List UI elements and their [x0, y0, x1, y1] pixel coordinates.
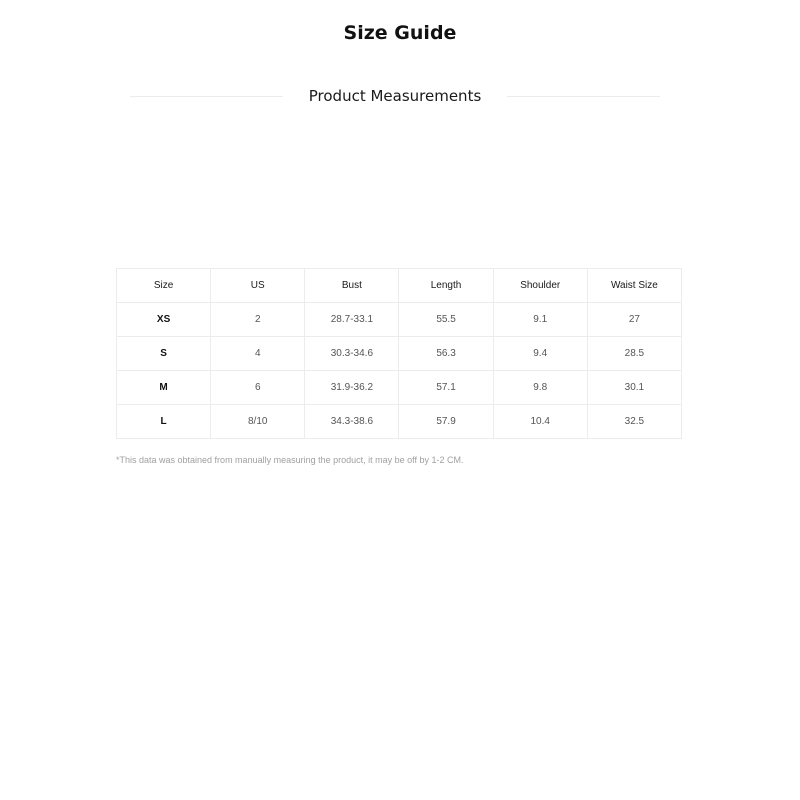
size-cell: M — [117, 371, 211, 405]
bust-cell: 30.3-34.6 — [305, 337, 399, 371]
shoulder-cell: 10.4 — [493, 405, 587, 439]
section-divider-left — [130, 96, 283, 97]
table-row — [117, 303, 682, 337]
bust-cell: 34.3-38.6 — [305, 405, 399, 439]
waist-size-cell: 32.5 — [587, 405, 681, 439]
shoulder-cell: 9.8 — [493, 371, 587, 405]
section-title: Product Measurements — [308, 87, 482, 105]
size-cell: S — [117, 337, 211, 371]
shoulder-cell: 9.1 — [493, 303, 587, 337]
size-cell: XS — [117, 303, 211, 337]
us-cell: 8/10 — [211, 405, 305, 439]
size-table — [116, 268, 682, 439]
column-header-us: US — [211, 269, 305, 303]
us-cell: 6 — [211, 371, 305, 405]
column-header-waist-size: Waist Size — [587, 269, 681, 303]
us-cell: 4 — [211, 337, 305, 371]
length-cell: 55.5 — [399, 303, 493, 337]
waist-size-cell: 27 — [587, 303, 681, 337]
length-cell: 56.3 — [399, 337, 493, 371]
us-cell: 2 — [211, 303, 305, 337]
bust-cell: 28.7-33.1 — [305, 303, 399, 337]
bust-cell: 31.9-36.2 — [305, 371, 399, 405]
table-row — [117, 371, 682, 405]
column-header-size: Size — [117, 269, 211, 303]
waist-size-cell: 30.1 — [587, 371, 681, 405]
table-header-row — [117, 269, 682, 303]
page-title: Size Guide — [343, 22, 457, 44]
length-cell: 57.9 — [399, 405, 493, 439]
size-cell: L — [117, 405, 211, 439]
column-header-length: Length — [399, 269, 493, 303]
column-header-bust: Bust — [305, 269, 399, 303]
section-header — [130, 86, 660, 106]
waist-size-cell: 28.5 — [587, 337, 681, 371]
shoulder-cell: 9.4 — [493, 337, 587, 371]
column-header-shoulder: Shoulder — [493, 269, 587, 303]
table-row — [117, 405, 682, 439]
length-cell: 57.1 — [399, 371, 493, 405]
section-divider-right — [507, 96, 660, 97]
table-row — [117, 337, 682, 371]
measurement-disclaimer: *This data was obtained from manually measuring the product, it may be off by 1-2 CM. — [116, 455, 464, 465]
